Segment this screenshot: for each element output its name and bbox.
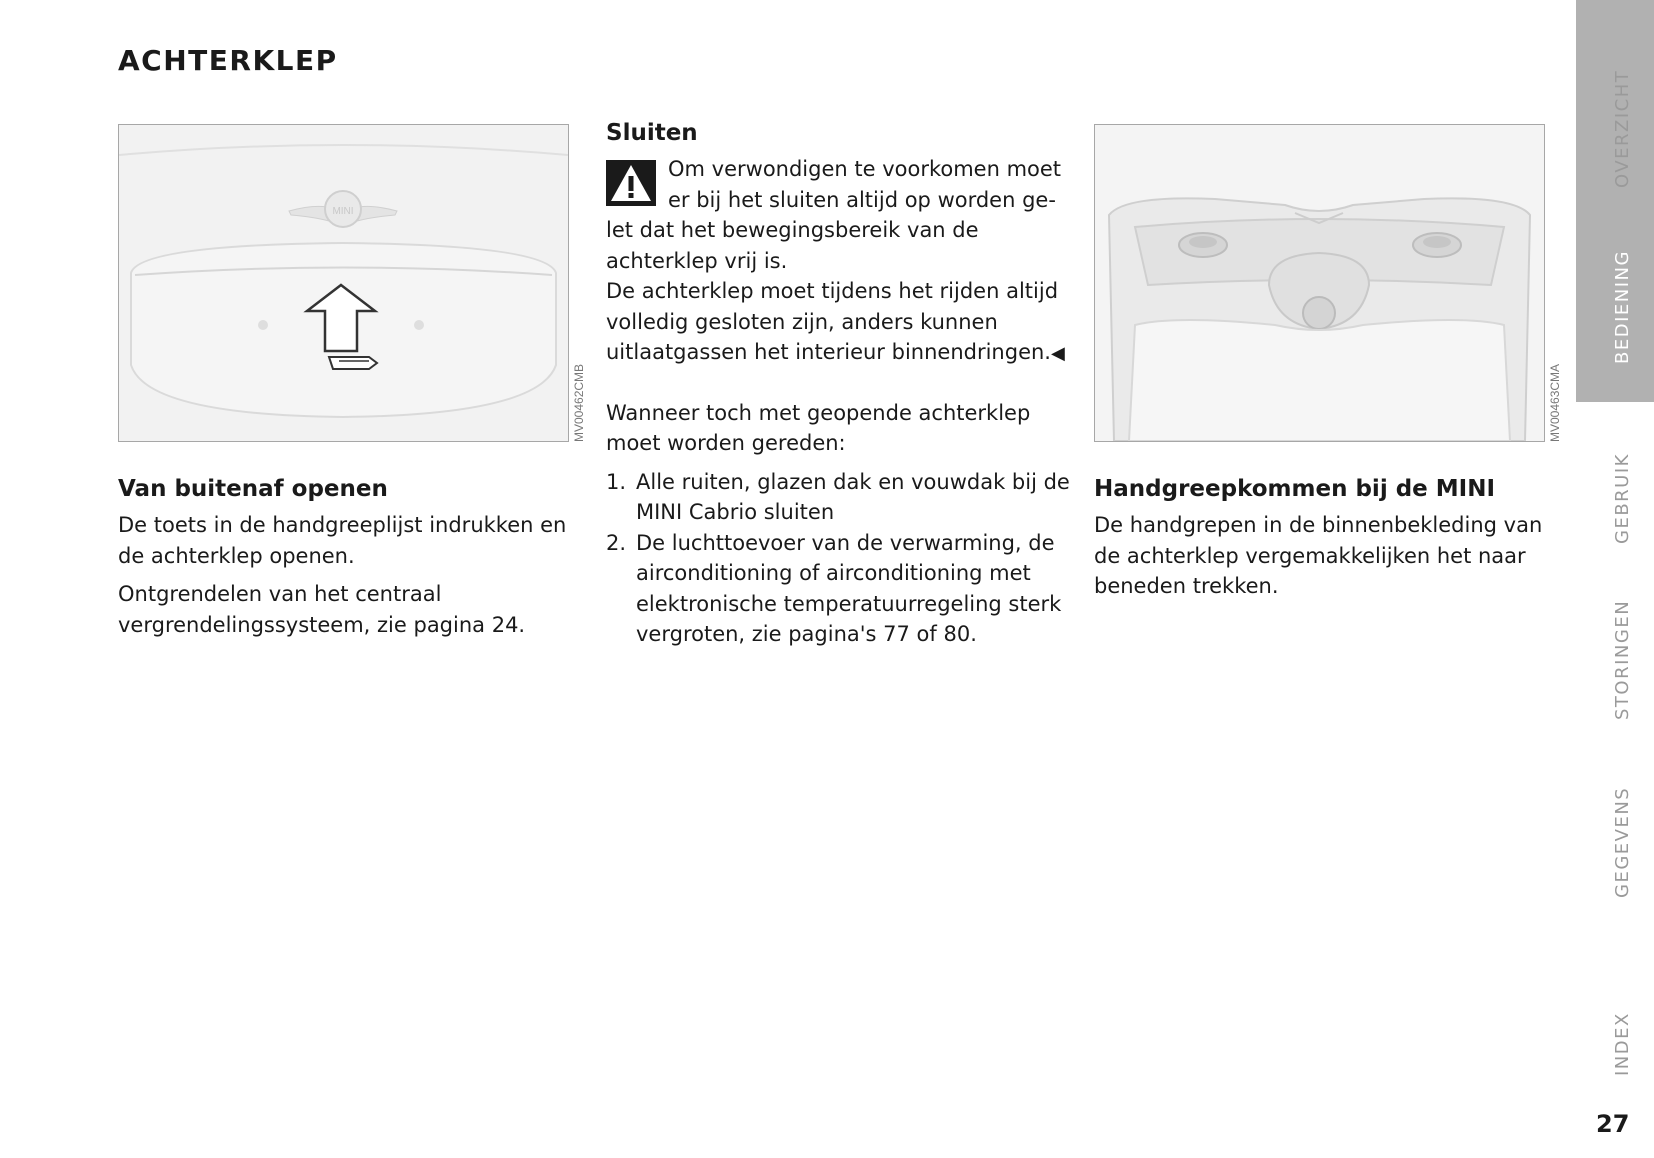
- instruction-list: [606, 467, 1074, 650]
- tab-overzicht[interactable]: OVERZICHT: [1612, 69, 1633, 188]
- page-title: ACHTERKLEP: [118, 44, 338, 77]
- tab-bediening[interactable]: BEDIENING: [1612, 250, 1633, 364]
- tailgate-exterior-figure: [118, 124, 569, 442]
- handle-recess-left-icon: [1179, 233, 1227, 257]
- section-closing: [606, 116, 1074, 650]
- tab-storingen[interactable]: STORINGEN: [1612, 599, 1633, 720]
- paragraph: De handgrepen in de binnenbekleding van de achterklep vergemakkelijken het naar beneden trekken.: [1094, 513, 1543, 598]
- paragraph: Wanneer toch met geopende achterklep moet worden gereden:: [606, 400, 1031, 455]
- section-heading: Van buitenaf openen: [118, 476, 388, 502]
- paragraph: Ontgrendelen van het centraal vergrendelingssysteem, zie pagina 24.: [118, 582, 526, 637]
- paragraph: De toets in de handgreeplijst indrukken en de achterklep openen.: [118, 513, 567, 568]
- figure-code: MV00463CMA: [1548, 363, 1562, 442]
- tab-gegevens[interactable]: GEGEVENS: [1612, 786, 1633, 898]
- warning-text-first: Om verwondigen te voorkomen moet er bij het sluiten altijd op worden ge-: [668, 157, 1062, 212]
- list-item: [606, 528, 1074, 650]
- list-text: De luchttoevoer van de verwarming, de airconditioning of airconditioning met elektronische temperatuurregeling sterk vergroten, zie pagina's 77 of 80.: [636, 530, 1062, 646]
- tailgate-interior-illustration: [1095, 125, 1544, 441]
- warning-block: [606, 154, 1074, 370]
- warning-icon: [606, 160, 656, 206]
- page-number: 27: [1596, 1110, 1630, 1138]
- mini-logo-text: MINI: [332, 206, 354, 217]
- list-number: 1.: [606, 469, 627, 494]
- section-handle-recesses: [1094, 472, 1564, 610]
- section-heading: Handgreepkommen bij de MINI: [1094, 476, 1496, 502]
- end-mark-icon: ◀: [1050, 343, 1065, 364]
- section-open-outside: [118, 472, 578, 648]
- tab-index[interactable]: INDEX: [1612, 1012, 1633, 1076]
- chapter-tabs: [1576, 0, 1654, 1158]
- tab-gebruik[interactable]: GEBRUIK: [1612, 453, 1633, 544]
- warning-text-rest: let dat het bewegingsbereik van de achterklep vrij is.: [606, 218, 979, 273]
- section-heading: Sluiten: [606, 120, 698, 146]
- list-item: [606, 467, 1074, 528]
- figure-code: MV00462CMB: [572, 363, 586, 442]
- handle-recess-right-icon: [1413, 233, 1461, 257]
- tailgate-interior-figure: [1094, 124, 1545, 442]
- list-number: 2.: [606, 530, 627, 555]
- list-text: Alle ruiten, glazen dak en vouwdak bij de MINI Cabrio sluiten: [636, 469, 1070, 524]
- tailgate-exterior-illustration: [119, 125, 568, 441]
- warning-para2: De achterklep moet tijdens het rijden altijd volledig gesloten zijn, anders kunnen uitlaatgassen het interieur binnendringen.: [606, 279, 1059, 364]
- warning-text-2: [606, 276, 1074, 370]
